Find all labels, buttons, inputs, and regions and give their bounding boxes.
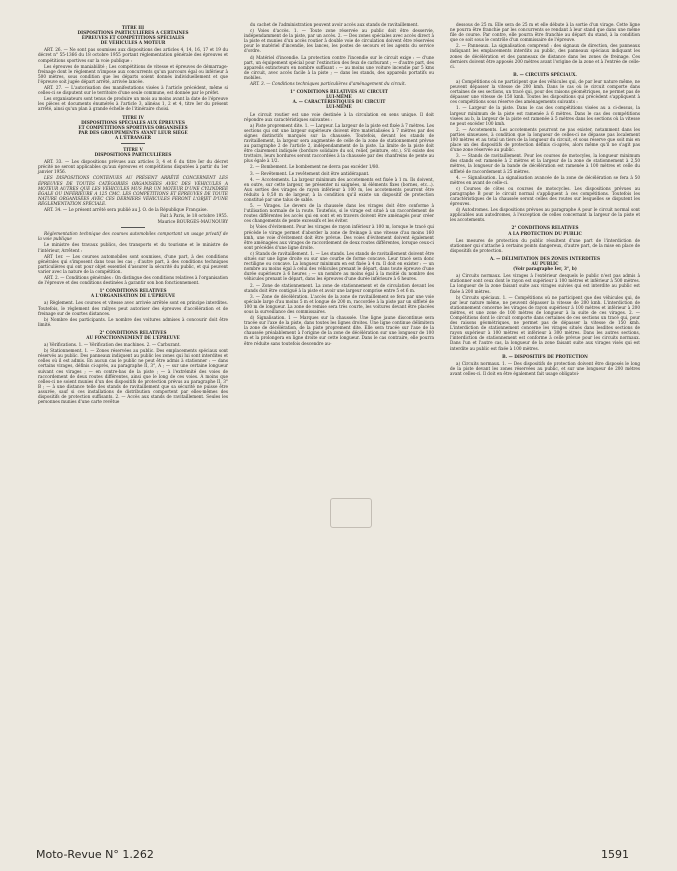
voies-acces: c) Voies d'accès. 1. — Toute zone réservée au public doit être desservie, indépendamment de la piste, par un accès. 2. — Des zones spéciales avec accès direct à la piste et munies d'un accès routier à double voie de circulation doivent être réservées pour le matériel d'incendie, les lances, les postes de secours et les agents du service d'ordre. (244, 28, 434, 54)
circuits-speciaux: a) Compétitions où ne participent que des véhicules qui, de par leur nature même, ne peuvent dépasser la vitesse de 200 kmh. Dans le cas où le circuit comporte dans certaines de ses sections, un tracé qui, pour des raisons géométriques, ne permet pas de dépasser une vitesse de 150 kmh. Toutes les dispositions qui précèdent s'appliquent à ces compétitions sous réserve des aménagements suivants : (450, 78, 640, 105)
section-2-heading: 2° CONDITIONS RELATIVES AU FONCTIONNEMENT DE L'ÉPREUVE (86, 329, 180, 340)
dispositifs-protection: a) Circuits normaux. 1. — Des dispositifs de protection doivent être disposés le long de la piste devant les zones réservées au public, et sur une longueur de 200 mètres avant celles-ci. Il doit en être également fait usage obligatoi- (450, 360, 640, 376)
protection-public: Les mesures de protection du public résultent d'une part de l'interdiction de stationner qui s'attache à certains points dangereux, d'autre part, de la mise en place de dispositifs de protection. (450, 237, 640, 253)
article-34: ART. 34. — Le présent arrêté sera publié au J. O. de la République Française. (44, 207, 208, 212)
verifications: a) Vérifications. 1. — Vérification des machines. 2. — Carburant. (44, 342, 181, 348)
annex-intro: Réglementation technique des courses automobiles comportant un usage privatif de la voie publique (38, 231, 228, 242)
signalisation: d) Signalisation. 1 — Marques sur la chaussée. Une ligne jaune discontinue sera tracée sur l'axe de la piste, dans toutes les lignes droites. Une ligne continue délimitera la zone de décélération, de la piste proprement dite. Elle sera tracée sur l'axe de la chaussée préalablement à l'origine de la zone de décélération sur une longueur de 100 m et la prolongera en ligne droite sur cette longueur. Dans le cas contraire, elle pourra être réduite sans toutefois descendre au- (244, 315, 434, 346)
stationnement: b) Stationnement. 1. — Zones réservées au public. Des emplacements spéciaux sont réservés au public. Des panneaux indiquent au public les zones qui lui sont interdites et celles où il est admis. En aucun cas le public ne peut être admis à stationner : — dans certains virages, définis ci-après, au paragraphe II, 3°, A ; — sur une certaine longueur suivant ces virages ; — en contre-bas de la piste ; — à l'extrémité des voies de raccordement de deux routes différentes, ainsi que le long de ces voies. A moins que celles-ci ne soient munies d'un des dispositifs de protection prévus au paragraphe II, 3° B ; — à une distance telle des stands de ravitaillement que sa sécurité ne puisse être assurée, sauf si ces installations de distribution comportent par elles-mêmes des dispositifs de protection suffisants. 2. — Accès aux stands de ravitaillement. Seules les personnes munies d'une carte revêtue (38, 348, 228, 405)
title-iv-heading: TITRE IV DISPOSITIONS SPÉCIALES AUX ÉPREUVES ET COMPÉTITIONS SPORTIVES ORGANISÉES PAR DES GROUPEMENTS AYANT LEUR SIÈGE A L'ÉTRANGER (78, 114, 188, 140)
accotements: 4. — Accotements. La largeur minimum des accotements est fixée à 1 m. Ils doivent, en outre, sur cette largeur, ne présenter ni saignées, ni éléments fixes (bornes, etc...). Aux sorties des virages de rayon inférieur à 100 m, les accotements pourront être réduits à 0,50 m de largeur, à la condition qu'il existe un dispositif de protection constitué par une talus de sable. (244, 176, 434, 202)
section-1-heading: 1° CONDITIONS RELATIVES A L'ORGANISATION DE L'ÉPREUVE (90, 288, 176, 299)
library-stamp (330, 498, 372, 528)
column-left (38, 22, 228, 405)
signalisation: 4. — Signalisation. La signalisation avancée de la zone de décélération se fera à 50 mètres en avant de celle-ci. (450, 174, 640, 185)
article-33-body: LES DISPOSITIONS CONTENUES AU PRÉSENT ARRÊTÉ CONCERNENT LES ÉPREUVES DE TOUTES CATÉGORIES ORGANISÉES AVEC DES VÉHICULES A MOTEUR AUTRES QUE LES VÉHICULES MUS PAR UN MOTEUR D'UNE CYLINDRÉE ÉGALE OU INFÉRIEURE A 125 CMC. LES COMPÉTITIONS ET ÉPREUVES DE TOUTE NATURE ORGANISÉES AVEC CES DERNIERS VÉHICULES FERONT L'OBJET D'UNE RÉGLEMENTATION SPÉCIALE. (38, 175, 228, 206)
article-26-body: Les épreuves de maniabilité ; Les compétitions de vitesse et épreuves de démarrage-freinage dont le règlement n'impose aux concurrents qu'un parcours égal ou inférieur à 500 mètres, sous condition que les départs soient donnés individuellement et que l'épreuve soit jugée départ arrêté, arrivée lancée. (38, 63, 228, 84)
zone-deceleration: 3. — Zone de décélération. L'accès de la zone de ravitaillement se fera par une voie spéciale large d'au moins 5 m et longue de 200 m, raccordée à la piste par un siffleté de 100 m de longueur. La zone de remise sera très courte, les voitures devant être placées sous la surveillance des commissaires. (244, 293, 434, 314)
article-26: ART. 26. — Ne sont pas soumises aux dispositions des articles 4, 14, 16, 17 et 19 du décret n° 55-1366 du 18 octobre 1955 portant réglementation générale des épreuves et compétitions sportives sur la voie publique : (38, 47, 228, 63)
autodromes: d) Autodromes. Les dispositions prévues au paragraphe A pour le circuit normal sont applicables aux autodromes, à l'exception de celles concernant la largeur de la piste et les accotements. (450, 207, 640, 223)
article-27-body: Les organisateurs sont tenus de produire un mois au moins avant la date de l'épreuve les pièces et documents énumérés à l'article 3, alinéas 1, 2 et 4, titre Ier du présent arrêté, ainsi qu'un plan à grande échelle de l'itinéraire choisi. (38, 96, 228, 112)
separator (121, 143, 145, 144)
signed-date: Fait à Paris, le 18 octobre 1955. (160, 213, 228, 219)
title-iii-heading: TITRE III DISPOSITIONS PARTICULIÈRES A CERTAINES ÉPREUVES ET COMPÉTITIONS SPÉCIALES DE VÉHICULES A MOTEUR (77, 25, 189, 46)
column-middle (244, 22, 434, 347)
page-footer (36, 848, 651, 864)
title-v-heading: TITRE V DISPOSITIONS PARTICULIÈRES (94, 146, 172, 158)
annex-text: Le ministre des travaux publics, des transports et du tourisme et le ministre de l'intérieur, Arrêtent : (38, 242, 228, 253)
reglement: a) Règlement. Les courses et vitesse avec arrivée arrêtée sont en principe interdites. Toutefois, le règlement des rallyes peut autoriser des épreuves d'accélération et de freinage sur de courtes distances. (38, 300, 228, 316)
dispositifs-protection-heading: B. — DISPOSITIFS DE PROTECTION (502, 353, 588, 359)
article-27: ART. 27. — L'autorisation des manifestations visées à l'article précédent, même si celles-ci se disputent sur le territoire d'une seule commune, est donnée par le préfet. (38, 85, 228, 96)
article-33: ART. 33. — Les dispositions prévues aux articles 3, 4 et 6 du titre Ier du décret précité ne seront applicables qu'aux épreuves et compétitions disputées à partir du 1er janvier 1956. (38, 159, 228, 175)
journal-issue: Moto-Revue N° 1.262 (36, 848, 154, 861)
zone-stationnement: 2. — Zone de stationnement. La zone de stationnement et de circulation devant les stands doit être contiguë à la piste et avoir une largeur comprise entre 5 et 6 m. (244, 282, 434, 293)
article-3: ART. 3. — Conditions techniques particulières d'aménagement du circuit. (250, 81, 406, 87)
revetement: 3. — Revêtement. Le revêtement doit être antidérapant. (250, 170, 370, 176)
courses-cote: c) Courses de côtes ou courses de motocycles. Les dispositions prévues au paragraphe B pour le circuit normal s'appliquent à ces compétitions. Toutefois les caractéristiques de la chaussée seront celles des routes sur lesquelles se disputent les épreuves. (450, 185, 640, 207)
circuit: Le circuit routier est une voie destinée à la circulation en sens unique. Il doit répondre aux caractéristiques suivantes : (244, 111, 434, 122)
participants: b) Nombre des participants. Le nombre des voitures admises à concourir doit être limité. (38, 316, 228, 327)
paragraph: du cachet de l'administration peuvent avoir accès aux stands de ravitaillement. (250, 22, 419, 27)
zones-interdites-heading: A. — DÉLIMITATION DES ZONES INTERDITES AU PUBLIC (Voir paragraphe Ier, 3°, b) (489, 255, 601, 272)
page-number: 1591 (601, 848, 629, 861)
column-right (450, 22, 640, 377)
article-2: ART. 2. — Conditions générales : On distingue des conditions relatives à l'organisation de l'épreuve et des conditions destinées à garantir son bon fonctionnement. (38, 275, 228, 286)
circuits-speciaux-heading: B. — CIRCUITS SPÉCIAUX. (513, 71, 577, 77)
signer-name: Maurice BOURGES-MAUNOURY (157, 219, 228, 225)
article-1: ART 1er. — Les courses automobiles sont soumises, d'une part, à des conditions générales qui s'imposent dans tous les cas ; d'autre part, à des conditions techniques particulières qui ont pour objet essentiel d'assurer la sécurité du public, et qui peuvent varier avec la nature de la compétition. (38, 253, 228, 274)
circuits-normaux: a) Circuits normaux. Les virages à l'extérieur desquels le public n'est pas admis à stationner sont ceux dont le rayon est supérieur à 100 mètres et inférieur à 500 mètres. La longueur de la zone faisant suite aux virages suivies qui est interdite au public est fixée à 200 mètres. (450, 273, 640, 294)
voies-evitement: b) Voies d'évitement. Pour les virages de rayon inférieur à 100 m, lorsque le tracé qui précède le virage permet d'aborder la zone de freinage à une vitesse d'au moins 160 kmh, une voie d'évitement doit être prévue. Des voies d'évitement doivent également être aménagées aux virages de raccordement de deux routes différentes, lorsque ceux-ci sont précédés d'une ligne droite. (244, 224, 434, 250)
accotements: 2. — Accotements. Les accotements pourront ne pas exister, notamment dans les parties sinueuses, à condition que la longueur de celles-ci ne dépasse pas localement 100 mètres et au total un tiers de la longueur du circuit, et sous réserve que soit mis en place un des dispositifs de protection définis ci-après, alors même qu'il ne s'agit pas d'une zone réservée au public. (450, 126, 640, 153)
protection-public-heading: 2° CONDITIONS RELATIVES A LA PROTECTION DU PUBLIC (508, 225, 582, 236)
separator (121, 227, 145, 228)
circuits-speciaux-b: b) Circuits spéciaux. 1. — Compétitions où ne participent que des véhicules qui, de par leur nature même, ne peuvent dépasser la vitesse de 200 kmh. L'interdiction de stationnement concerne les virages de rayon supérieur à 100 mètres et inférieur à 200 mètres, et une zone de 100 mètres de longueur à la suite de ces virages. 2. — Compétitions dont le circuit comporte dans certaines de ces sections un tracé qui, pour des raisons géométriques, ne permet pas de dépasser la vitesse de 150 kmh. L'interdiction de stationnement concerne les virages situés dans lesdites sections de rayon supérieur à 100 mètres et inférieur à 300 mètres. Dans les autres sections, l'interdiction de stationnement est conforme à celle prévue pour les circuits normaux. Dans l'un et l'autre cas, la longueur de la zone faisant suite aux virages visés qui est interdite au public est fixée à 100 mètres. (450, 294, 640, 351)
piste: a) Piste proprement dite. 1. — Largeur. La largeur de la piste est fixée à 7 mètres. Les sections qui ont une largeur supérieure doivent être matérialisées à 7 mètres par des signes distinctifs marqués sur la chaussée. Toutefois, devant les stands de ravitaillement, la largeur sera augmentée de celle de la zone de stationnement prévue au paragraphe 2 de l'article 2, indépendamment de la piste. La limite de la piste doit être clairement indiquée (bordure solidaire du sol, relief, peinture, etc.). S'il existe des trottoirs, leurs bordures seront raccordées à la chaussée par des chanfreins de pente au plus égale à 1/2. (244, 122, 434, 164)
stands: 3. — Stands de ravitaillement. Pour les courses de motocyles, la longueur minimum des stands est ramenée à 2 mètres et la largeur de la zone de stationnement à 2,50 mètres, la longueur de la bande de décélération est ramenée à 100 mètres et celle du siffleté de raccordement à 25 mètres. (450, 153, 640, 174)
largeur-piste: 1. — Largeur de la piste. Dans le cas des compétitions visées au a ci-dessus, la largeur minimum de la piste est ramenée à 6 mètres. Dans le cas des compétitions visées au b, la largeur de la piste est ramenée à 5 mètres dans les sections où la vitesse ne peut excéder 100 kmh. (450, 105, 640, 126)
panneaux: 2. — Panneaux. La signalisation comprend : des signaux de direction, des panneaux indiquant les emplacements interdits au public, des panneaux spéciaux indiquant les zones de décélération et des panneaux de distance dans les zones de freinage. Ces derniers doivent être apposés 200 mètres avant l'origine de la zone et à l'entrée de celle-ci. (450, 43, 640, 69)
materiel-incendie: d) Matériel d'incendie. La protection contre l'incendie sur le circuit exige : — d'une part, un équipement spécial pour l'extinction des feux de carburant ; — d'autre part, des appareils extincteurs en nombre suffisant : — au moins une voiture incendie par 5 kms de circuit, avec accès facile à la piste ; — dans les stands, des appareils portatifs ou mobiles. (244, 54, 434, 80)
paragraph: dessous de 25 m. Elle sera de 25 m et elle débute à la sortie d'un virage. Cette ligne ne pourra être franchie par les concurrents se rendant à leur stand que dans une même file de course. Par contre, elle pourra être franchie au départ du stand, à la condition que ce soit sous le contrôle d'un commissaire de l'épreuve. (450, 22, 640, 43)
stands: c) Stands de ravitaillement. 1. — Les stands. Les stands de ravitaillement doivent être situés sur une ligne droite ou sur une courbe de forme concave. Leur tracé sera donc rectiligne ou concave. La longueur minimum en est fixée à 4 m. Il doit en exister : — un nombre au moins égal à celui des véhicules prenant le départ, dans toute épreuve d'une durée supérieure à 6 heures ; — un nombre au moins égal à la moitié du nombre des véhicules prenant le départ, dans les épreuves d'une durée inférieure à 6 heures. (244, 250, 434, 282)
circuit-heading: 1° CONDITIONS RELATIVES AU CIRCUIT LUI-MÊME A. — CARACTÉRISTIQUES DU CIRCUIT LUI-MÊME (290, 89, 388, 110)
virages: 5. — Virages. Le devers de la chaussée dans les virages doit être conforme à l'utilisation normale de la route. Toutefois, si le virage est situé à un raccordement de routes différentes les accès qui en sont et en travers doivent être aménagés pour créer ces changements de pente excessifs et les éviter. (244, 203, 434, 224)
bombement: 2. — Bombement. Le bombement ne devra pas excéder 1/80. (250, 164, 380, 170)
